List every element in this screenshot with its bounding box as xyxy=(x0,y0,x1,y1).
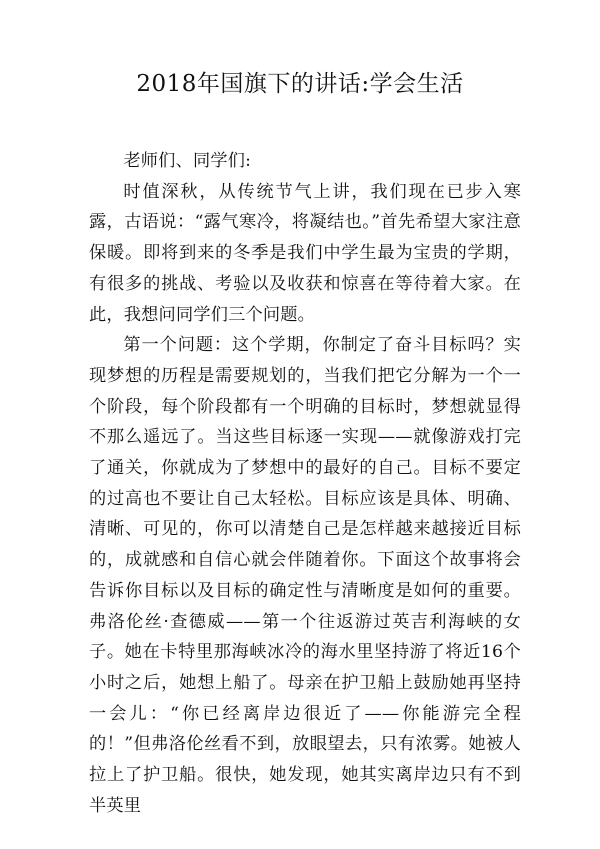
paragraph-first-question: 第一个问题：这个学期，你制定了奋斗目标吗？实现梦想的历程是需要规划的，当我们把它分解为一个一个阶段，每个阶段都有一个明确的目标时，梦想就显得不那么遥远了。当这些目标逐一实现——就像游戏打完了通关，你就成为了梦想中的最好的自己。目标不要定的过高也不要让自己太轻松。目标应该是具体、明确、清晰、可见的，你可以清楚自己是怎样越来越接近目标的，成就感和自信心就会伴随着你。下面这个故事将会告诉你目标以及目标的确定性与清晰度是如何的重要。弗洛伦丝·查德威——第一个往返游过英吉利海峡的女子。她在卡特里那海峡冰冷的海水里坚持游了将近16个小时之后，她想上船了。母亲在护卫船上鼓励她再坚持一会儿：“你已经离岸边很近了——你能游完全程的！”但弗洛伦丝看不到，放眼望去，只有浓雾。她被人拉上了护卫船。很快，她发现，她其实离岸边只有不到半英里 xyxy=(89,335,521,816)
paragraph-intro: 时值深秋，从传统节气上讲，我们现在已步入寒露，古语说：“露气寒冷，将凝结也。”首先希望大家注意保暖。即将到来的冬季是我们中学生最为宝贵的学期，有很多的挑战、考验以及收获和惊喜在等待着大家。在此，我想问同学们三个问题。 xyxy=(89,181,521,325)
speech-body xyxy=(89,146,521,821)
salutation: 老师们、同学们: xyxy=(123,151,252,171)
page-title: 2018年国旗下的讲话:学会生活 xyxy=(136,71,464,97)
